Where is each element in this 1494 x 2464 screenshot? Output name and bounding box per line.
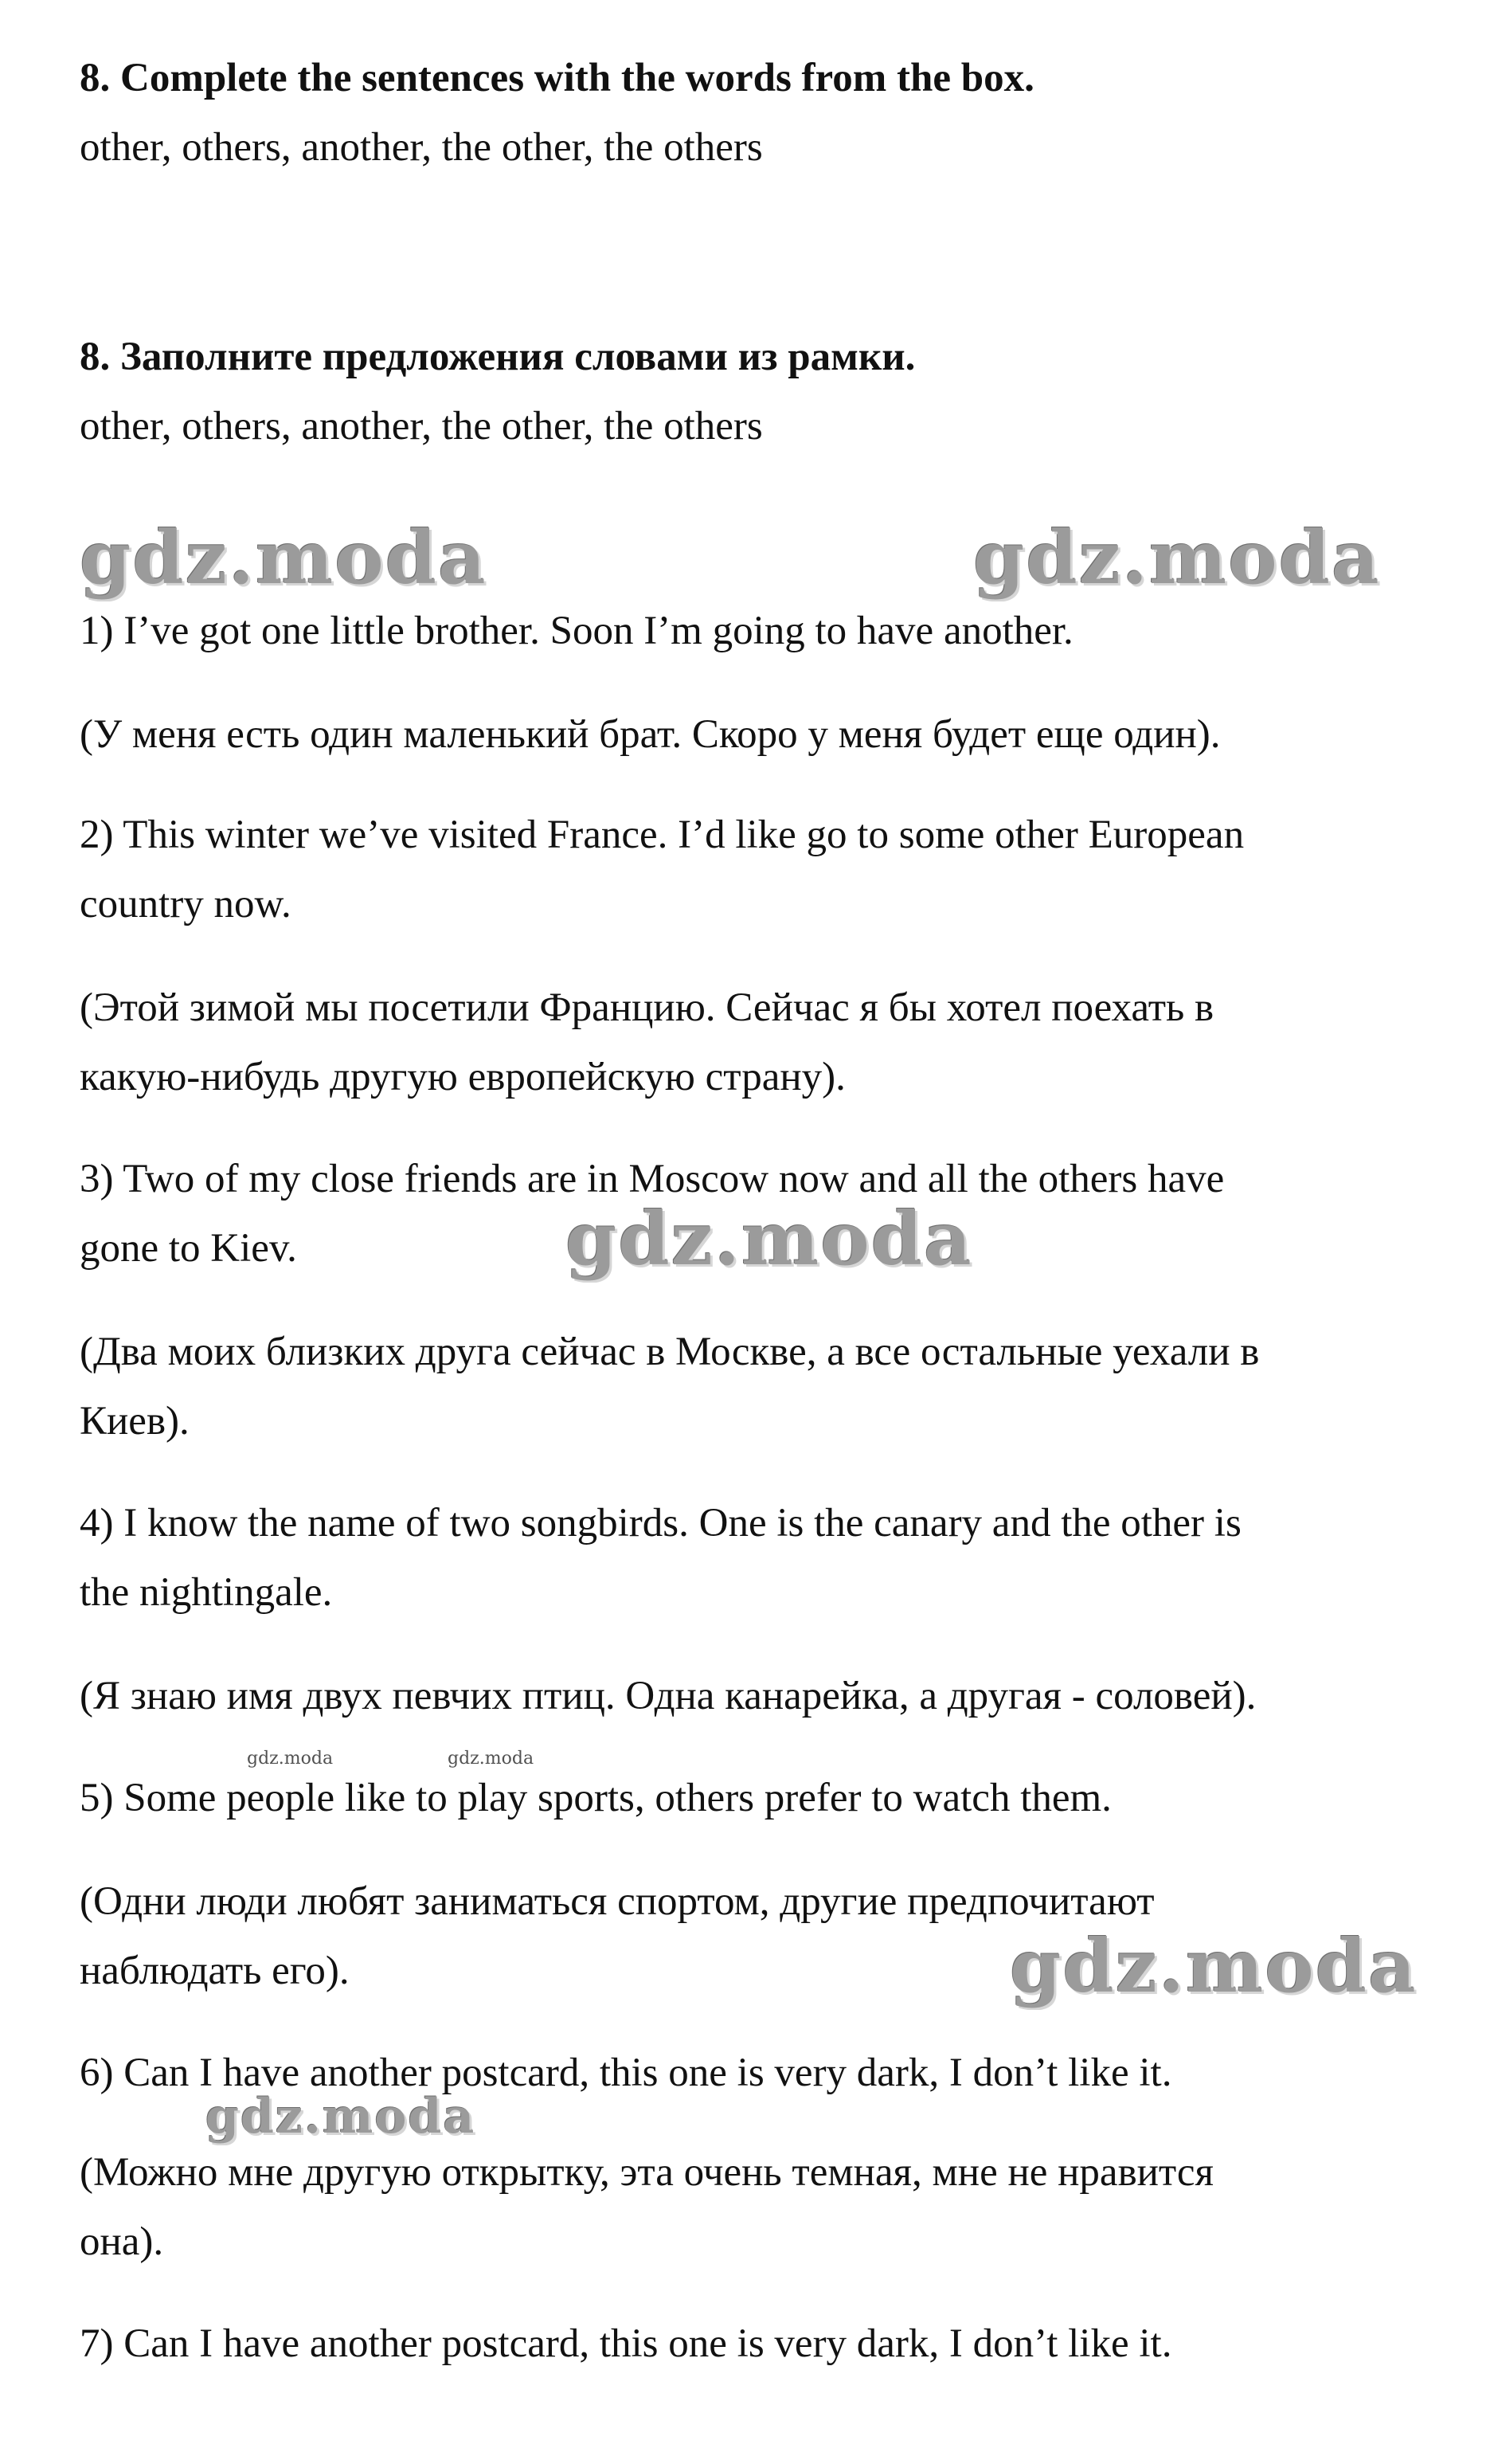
task-heading-en: 8. Complete the sentences with the words from the box. [80, 56, 1034, 100]
answer-3-ru-line-1: (Два моих близких друга сейчас в Москве, а все остальные уехали в [80, 1330, 1260, 1374]
watermark-logo: gdz.moda [1010, 1923, 1418, 2009]
answer-2-en-line-1: 2) This winter we’ve visited France. I’d like go to some other European [80, 813, 1245, 857]
answer-4-en-line-1: 4) I know the name of two songbirds. One is the canary and the other is [80, 1501, 1242, 1545]
word-box-ru: other, others, another, the other, the others [80, 404, 763, 449]
answer-5-en: 5) Some people like to play sports, others prefer to watch them. [80, 1776, 1112, 1820]
word-box-en: other, others, another, the other, the others [80, 125, 763, 170]
answer-2-ru-line-1: (Этой зимой мы посетили Францию. Сейчас я бы хотел поехать в [80, 985, 1214, 1030]
answer-4-en-line-2: the nightingale. [80, 1570, 333, 1615]
answer-3-en-line-1: 3) Two of my close friends are in Moscow now and all the others have [80, 1157, 1225, 1201]
answer-1-en: 1) I’ve got one little brother. Soon I’m going to have another. [80, 609, 1074, 653]
answer-6-ru-line-2: она). [80, 2219, 164, 2264]
answer-5-ru-line-1: (Одни люди любят заниматься спортом, другие предпочитают [80, 1879, 1155, 1924]
answer-4-ru: (Я знаю имя двух певчих птиц. Одна канарейка, а другая - соловей). [80, 1674, 1257, 1718]
watermark-logo: gdz.moda [565, 1196, 973, 1282]
answer-2-ru-line-2: какую-нибудь другую европейскую страну). [80, 1055, 846, 1099]
answer-3-ru-line-2: Киев). [80, 1399, 190, 1444]
watermark-logo: gdz.moda [448, 1749, 534, 1769]
answer-3-en-line-2: gone to Kiev. [80, 1226, 297, 1271]
watermark-logo: gdz.moda [973, 515, 1381, 601]
task-heading-ru: 8. Заполните предложения словами из рамки. [80, 335, 916, 379]
watermark-logo: gdz.moda [247, 1749, 334, 1769]
answer-2-en-line-2: country now. [80, 882, 291, 926]
answer-6-en: 6) Can I have another postcard, this one is very dark, I don’t like it. [80, 2051, 1172, 2095]
watermark-logo: gdz.moda [80, 515, 487, 601]
watermark-logo: gdz.moda [205, 2089, 476, 2145]
answer-7-en: 7) Can I have another postcard, this one is very dark, I don’t like it. [80, 2321, 1172, 2366]
answer-1-ru: (У меня есть один маленький брат. Скоро у меня будет еще один). [80, 712, 1221, 757]
answer-5-ru-line-2: наблюдать его). [80, 1949, 350, 1993]
answer-6-ru-line-1: (Можно мне другую открытку, эта очень темная, мне не нравится [80, 2150, 1214, 2195]
